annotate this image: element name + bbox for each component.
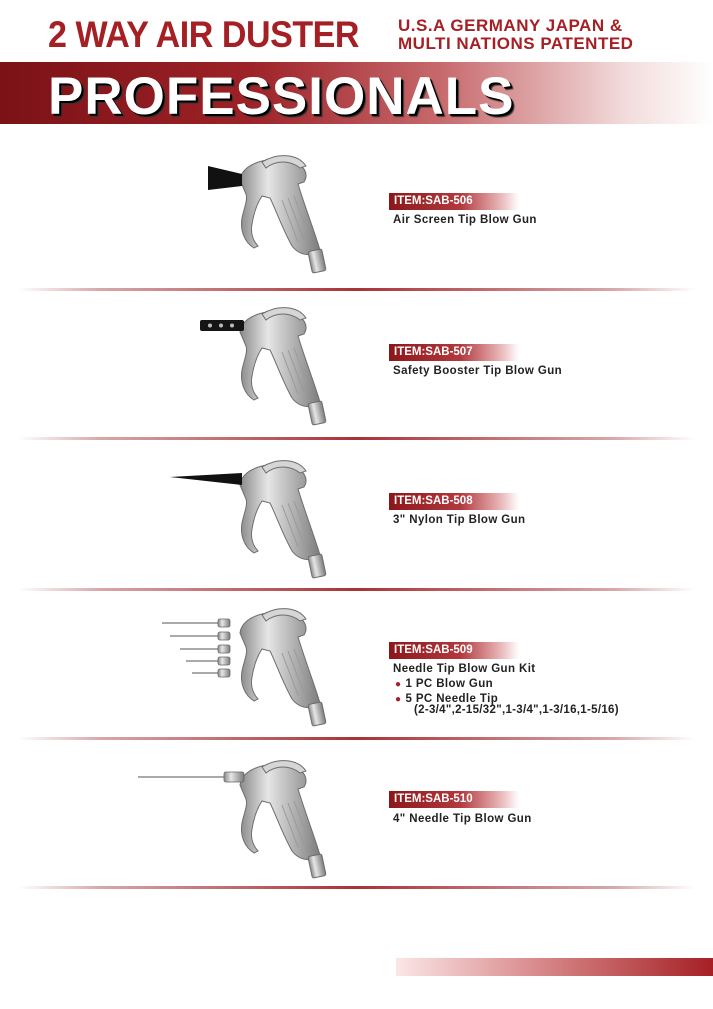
needle-tips xyxy=(162,623,222,673)
product-name: 3" Nylon Tip Blow Gun xyxy=(393,514,526,526)
item-tag: ITEM:SAB-506 xyxy=(389,193,519,210)
product-sab-508 xyxy=(0,455,713,605)
needle-sizes: (2-3/4",2-15/32",1-3/4",1-3/16,1-5/16) xyxy=(414,704,619,716)
kit-item: ● 1 PC Blow Gun xyxy=(395,678,494,690)
section-divider xyxy=(18,737,695,740)
section-divider xyxy=(18,437,695,440)
product-name: 4" Needle Tip Blow Gun xyxy=(393,813,532,825)
product-sab-506 xyxy=(0,150,713,300)
patent-line-2: MULTI NATIONS PATENTED xyxy=(398,34,634,53)
product-name: Needle Tip Blow Gun Kit xyxy=(393,663,536,675)
section-divider xyxy=(18,588,695,591)
product-name: Safety Booster Tip Blow Gun xyxy=(393,365,563,377)
section-divider xyxy=(18,886,695,889)
booster-blow-gun-image xyxy=(130,302,350,432)
item-tag: ITEM:SAB-507 xyxy=(389,344,519,361)
footer-accent-bar xyxy=(396,958,713,976)
product-sab-509 xyxy=(0,603,713,753)
item-tag: ITEM:SAB-508 xyxy=(389,493,519,510)
section-divider xyxy=(18,288,695,291)
needle-tip-blow-gun-image xyxy=(130,755,350,885)
kit-contents xyxy=(395,677,498,707)
product-name: Air Screen Tip Blow Gun xyxy=(393,214,537,226)
item-tag: ITEM:SAB-510 xyxy=(389,791,519,808)
nylon-tip-blow-gun-image xyxy=(130,455,350,585)
air-screen-blow-gun-image xyxy=(130,150,350,280)
page-title: 2 WAY AIR DUSTER xyxy=(48,14,360,55)
patent-line-1: U.S.A GERMANY JAPAN & xyxy=(398,16,623,35)
kit-item: ● 5 PC Needle Tip xyxy=(395,693,499,705)
product-sab-507 xyxy=(0,302,713,452)
needle-tip-kit-image xyxy=(130,603,350,733)
banner-title: PROFESSIONALS xyxy=(48,67,515,126)
item-tag: ITEM:SAB-509 xyxy=(389,642,519,659)
nylon-tip xyxy=(170,473,242,485)
screen-tip xyxy=(208,166,242,190)
product-sab-510 xyxy=(0,755,713,905)
